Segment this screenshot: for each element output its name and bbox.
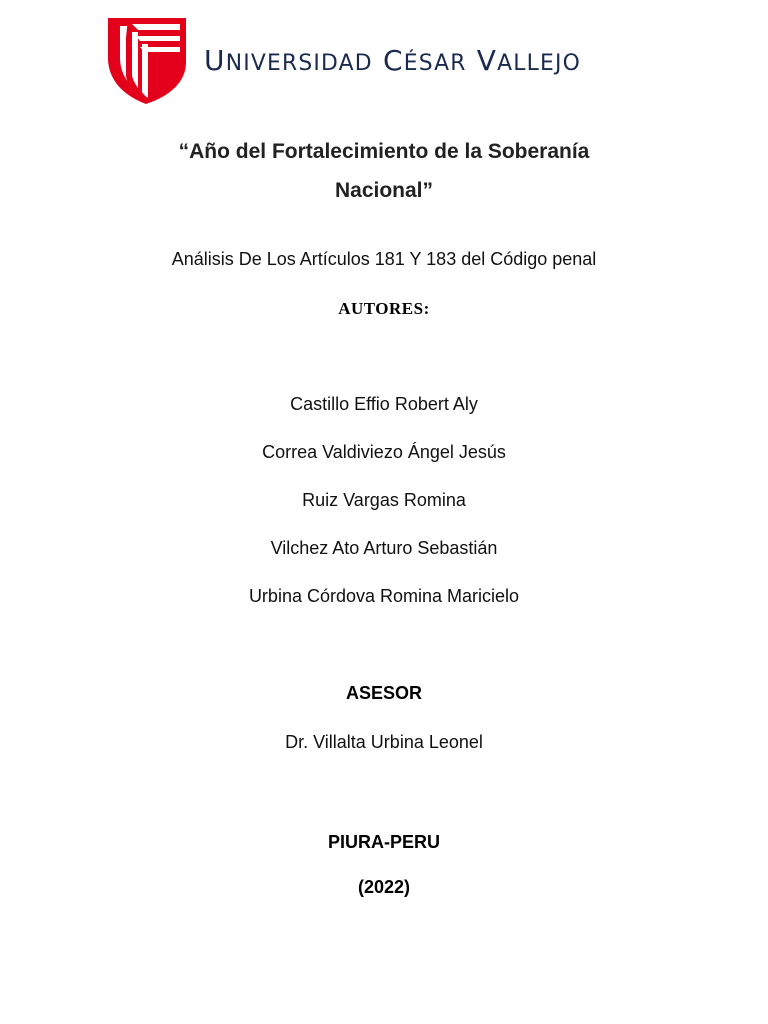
- university-name: UNIVERSIDAD CÉSAR VALLEJO: [204, 44, 581, 77]
- document-subtitle: Análisis De Los Artículos 181 Y 183 del Código penal: [171, 249, 597, 269]
- motto-line-1: “Año del Fortalecimiento de la Soberanía: [178, 140, 590, 163]
- author-3: Ruiz Vargas Romina: [302, 490, 466, 510]
- location: PIURA-PERU: [327, 832, 440, 852]
- authors-label: AUTORES:: [338, 299, 430, 318]
- author-2: Correa Valdiviezo Ángel Jesús: [262, 442, 506, 462]
- advisor-label: ASESOR: [345, 683, 423, 703]
- motto-line-2: Nacional”: [334, 179, 434, 202]
- year: (2022): [357, 877, 411, 897]
- author-4: Vilchez Ato Arturo Sebastián: [270, 538, 498, 558]
- advisor-name: Dr. Villalta Urbina Leonel: [285, 732, 483, 752]
- author-5: Urbina Córdova Romina Maricielo: [248, 586, 520, 606]
- university-shield-logo-icon: [108, 18, 186, 104]
- author-1: Castillo Effio Robert Aly: [290, 394, 478, 414]
